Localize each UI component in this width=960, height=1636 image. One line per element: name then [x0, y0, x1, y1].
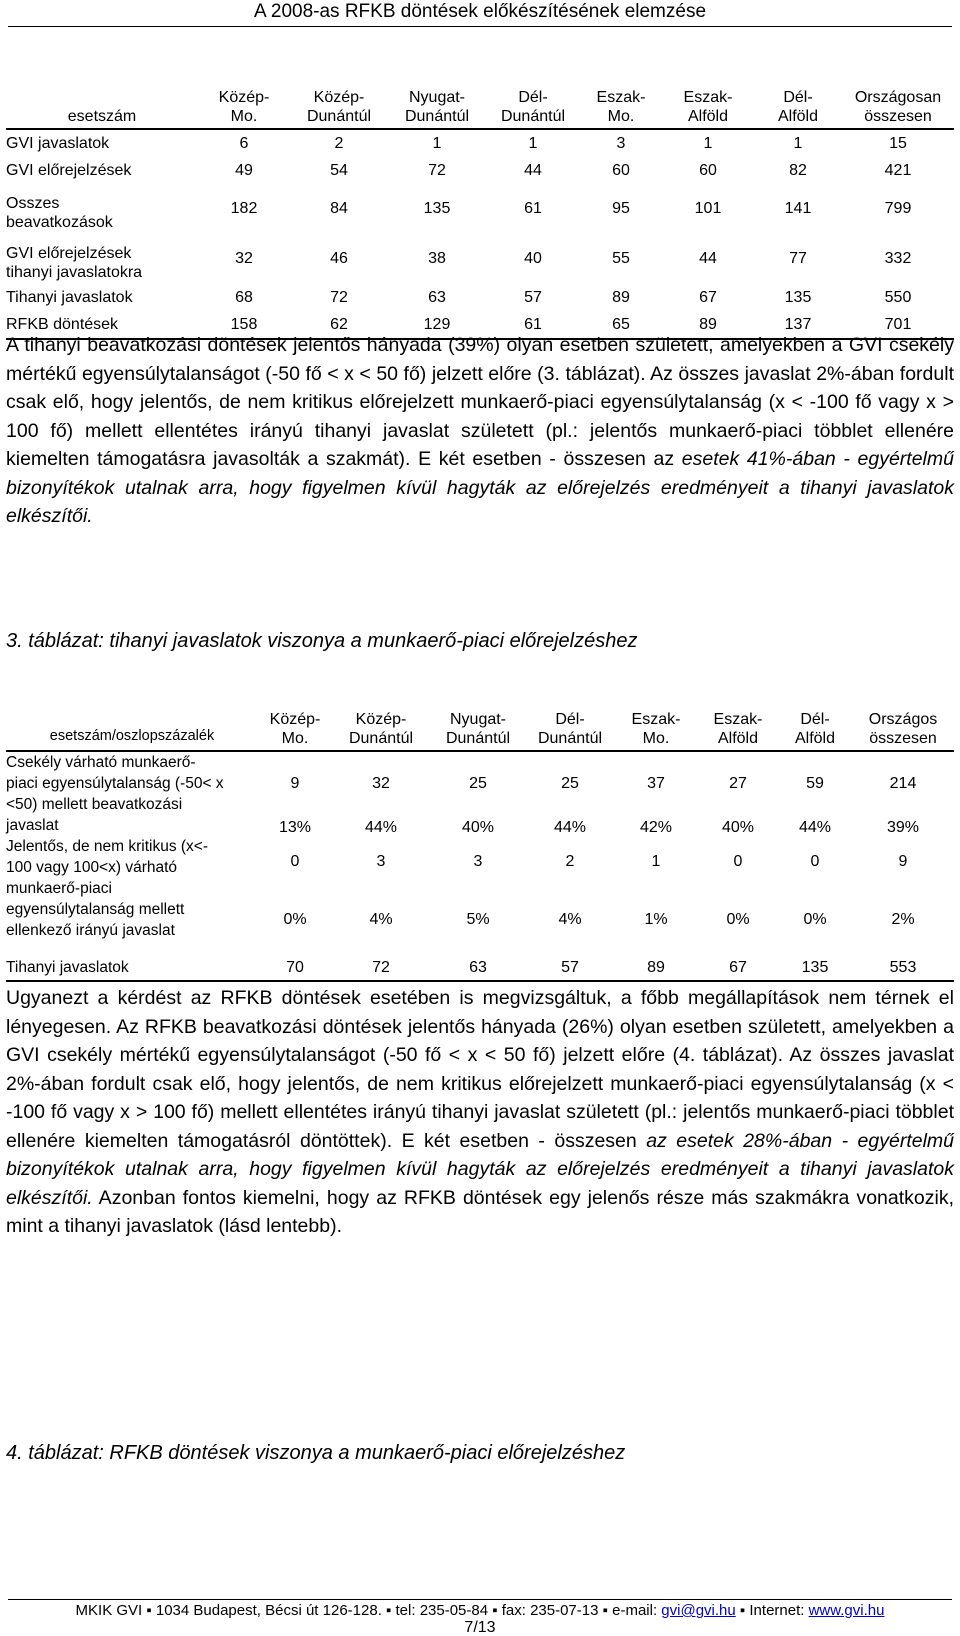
count-value: 3: [376, 853, 386, 870]
table-cell: 1: [432, 135, 442, 152]
tihanyi-forecast-table: [6, 698, 954, 982]
table-cell: 129: [388, 311, 486, 339]
count-value: 214: [889, 775, 917, 792]
table-cell: 550: [884, 289, 912, 306]
column-header: Eszak- Alföld: [662, 80, 754, 129]
column-header: Közép- Mo.: [258, 698, 332, 751]
table-cell: 65: [580, 311, 662, 339]
percent-value: 13%: [278, 819, 312, 836]
table-cell: [852, 751, 954, 836]
table-cell: [698, 836, 778, 954]
column-header: Közép- Mo.: [198, 80, 290, 129]
table-cell: [332, 836, 430, 954]
count-percent-pair: [614, 752, 698, 836]
table-cell: [778, 836, 852, 954]
count-value: 1: [651, 853, 661, 870]
table-cell: 49: [235, 162, 253, 179]
table-cell: 553: [852, 954, 954, 981]
table4-caption: 4. táblázat: RFKB döntések viszonya a munkaerő-piaci előrejelzéshez: [6, 1442, 626, 1464]
count-value: 2: [565, 853, 575, 870]
table-cell: 46: [330, 249, 348, 267]
count-percent-pair: [430, 752, 526, 836]
row-label: GVI előrejelzések tihanyi javaslatokra: [6, 245, 143, 281]
paragraph-rfkb: [6, 984, 954, 1241]
footer-rule: [8, 1599, 952, 1600]
table-cell: 72: [330, 289, 348, 306]
count-value: 9: [290, 775, 300, 792]
percent-value: 40%: [721, 819, 755, 836]
table-cell: 135: [784, 289, 812, 306]
table-cell: 141: [784, 199, 812, 217]
percent-value: 0%: [803, 911, 827, 928]
table-cell: 101: [694, 199, 722, 217]
table-cell: 421: [884, 162, 912, 179]
table-cell: [526, 836, 614, 954]
count-value: 27: [729, 775, 747, 792]
table-cell: [430, 836, 526, 954]
table-cell: [698, 751, 778, 836]
page-number: 7/13: [464, 1619, 496, 1636]
paragraph-italic: az esetek 28%-ában - egyértelmű bizonyítékok utalnak arra, hogy figyelmen kívül hagyták az előrejelzés eredményeit a tihanyi javaslatok elkészítői.: [6, 1129, 955, 1209]
count-percent-pair: [698, 836, 778, 954]
percent-value: 44%: [798, 819, 832, 836]
table-cell: 54: [330, 162, 348, 179]
regional-summary-table: [6, 80, 954, 340]
table-cell: 84: [330, 199, 348, 217]
count-value: 9: [898, 853, 908, 870]
table-cell: 72: [428, 162, 446, 179]
table-cell: 332: [884, 249, 912, 267]
table-cell: 60: [699, 162, 717, 179]
table-cell: 1: [793, 135, 803, 152]
table-header-row: [6, 80, 954, 129]
table-cell: [852, 836, 954, 954]
count-percent-pair: [332, 752, 430, 836]
table-cell: 1: [528, 135, 538, 152]
table-cell: 32: [235, 249, 253, 267]
count-value: 25: [469, 775, 487, 792]
table-cell: 182: [230, 199, 258, 217]
column-header-label: esetszám/oszlopszázalék: [6, 698, 258, 751]
table-cell: 44: [699, 249, 717, 267]
table-header-row: [6, 698, 954, 751]
count-value: 25: [561, 775, 579, 792]
count-percent-pair: [258, 836, 332, 954]
website-link[interactable]: www.gvi.hu: [808, 1602, 885, 1619]
table-cell: 135: [423, 199, 451, 217]
table-row: [6, 751, 954, 836]
table-cell: 67: [698, 954, 778, 981]
table-cell: 2: [334, 135, 344, 152]
footer: [0, 1602, 960, 1620]
count-value: 0: [290, 853, 300, 870]
running-header: A 2008-as RFKB döntések előkészítésének elemzése: [253, 1, 707, 22]
table-cell: 63: [428, 289, 446, 306]
row-label: Osszes beavatkozások: [6, 195, 113, 231]
table-cell: 55: [612, 249, 630, 267]
count-percent-pair: [852, 752, 954, 836]
percent-value: 39%: [886, 819, 920, 836]
table-cell: [526, 751, 614, 836]
table-cell: [614, 836, 698, 954]
header-rule: [8, 26, 952, 27]
table-cell: 70: [258, 954, 332, 981]
table3-caption: 3. táblázat: tihanyi javaslatok viszonya a munkaerő-piaci előrejelzéshez: [6, 630, 638, 652]
row-label: GVI előrejelzések: [6, 162, 132, 179]
table-cell: 67: [699, 289, 717, 306]
table-cell: 799: [884, 199, 912, 217]
percent-value: 0%: [283, 911, 307, 928]
column-header: Eszak- Mo.: [614, 698, 698, 751]
percent-value: 2%: [891, 911, 915, 928]
column-header: Nyugat- Dunántúl: [388, 80, 486, 129]
table-cell: 62: [290, 311, 388, 339]
table-cell: [430, 751, 526, 836]
percent-value: 4%: [369, 911, 393, 928]
table-cell: 61: [524, 199, 542, 217]
count-value: 0: [810, 853, 820, 870]
count-percent-pair: [852, 836, 954, 954]
paragraph-tihanyi: [6, 331, 954, 531]
table-cell: [614, 751, 698, 836]
table-cell: 57: [524, 289, 542, 306]
column-header: Közép- Dunántúl: [332, 698, 430, 751]
table-cell: 89: [662, 311, 754, 339]
count-value: 32: [372, 775, 390, 792]
table-row: [6, 284, 954, 311]
column-header: Dél- Alföld: [778, 698, 852, 751]
table-cell: 61: [486, 311, 580, 339]
count-value: 3: [473, 853, 483, 870]
email-link[interactable]: gvi@gvi.hu: [661, 1602, 736, 1619]
table-cell: 3: [616, 135, 626, 152]
count-value: 59: [806, 775, 824, 792]
table-cell: [258, 751, 332, 836]
row-label: RFKB döntések: [6, 311, 198, 339]
table-row: [6, 184, 954, 234]
count-percent-pair: [430, 836, 526, 954]
table-cell: 701: [842, 311, 954, 339]
table-cell: 44: [524, 162, 542, 179]
table-cell: 137: [754, 311, 842, 339]
percent-value: 0%: [726, 911, 750, 928]
count-percent-pair: [778, 836, 852, 954]
column-header: Dél- Dunántúl: [486, 80, 580, 129]
table-row: [6, 157, 954, 184]
paragraph-text: Ugyanezt a kérdést az RFKB döntések esetében is megvizsgáltuk, a főbb megállapítások nem térnek el lényegesen. Az RFKB beavatkozási döntések jelentős hányada (26%) olyan esetben született, amelyekben a GVI csekély mértékű egyensúlytalanságot (-50 fő < x < 50 fő) jelzett előre (4. táblázat). Az összes javaslat 2%-ában fordult csak elő, hogy jelentős, de nem kritikus előrejelzett munkaerő-piaci egyensúlytalanság (x < -100 fő vagy x > 100 fő) mellett ellentétes irányú tihanyi javaslat született (pl.: jelentős munkaerő-piaci többlet ellenére kiemelten támogatásról döntöttek). E két esetben - összesen: [6, 987, 954, 1152]
count-percent-pair: [526, 752, 614, 836]
row-label: GVI javaslatok: [6, 135, 110, 152]
column-header: Dél- Dunántúl: [526, 698, 614, 751]
table-cell: 68: [235, 289, 253, 306]
table-cell: 1: [703, 135, 713, 152]
table-cell: 158: [198, 311, 290, 339]
table-cell: 15: [889, 135, 907, 152]
row-label: Tihanyi javaslatok: [6, 289, 133, 306]
count-percent-pair: [526, 836, 614, 954]
footer-contact: MKIK GVI ▪ 1034 Budapest, Bécsi út 126-128. ▪ tel: 235-05-84 ▪ fax: 235-07-13 ▪ e-mail:: [75, 1602, 662, 1619]
table-row: [6, 129, 954, 157]
column-header: Dél- Alföld: [754, 80, 842, 129]
table-cell: 89: [614, 954, 698, 981]
count-percent-pair: [332, 836, 430, 954]
count-percent-pair: [698, 752, 778, 836]
percent-value: 40%: [461, 819, 495, 836]
column-header: Országos összesen: [852, 698, 954, 751]
paragraph-italic: esetek 41%-ában - egyértelmű bizonyítékok utalnak arra, hogy figyelmen kívül hagyták az előrejelzés eredményeit a tihanyi javaslatok elkészítői.: [6, 448, 954, 527]
percent-value: 44%: [364, 819, 398, 836]
percent-value: 4%: [558, 911, 582, 928]
percent-value: 44%: [553, 819, 587, 836]
table-cell: 89: [612, 289, 630, 306]
table-cell: 63: [430, 954, 526, 981]
table-cell: [778, 751, 852, 836]
count-percent-pair: [614, 836, 698, 954]
table-cell: 40: [524, 249, 542, 267]
table-cell: 6: [239, 135, 249, 152]
paragraph-text: Azonban fontos kiemelni, hogy az RFKB döntések egy jelenős része más szakmákra vonatkozik, mint a tihanyi javaslatok (lásd lentebb).: [6, 1186, 954, 1237]
count-value: 0: [733, 853, 743, 870]
table-cell: 60: [612, 162, 630, 179]
table-cell: [332, 751, 430, 836]
percent-value: 5%: [466, 911, 490, 928]
row-label: Jelentős, de nem kritikus (x<- 100 vagy 100<x) várható munkaerő-piaci egyensúlytalanság mellett ellenkező irányú javaslat: [6, 838, 209, 939]
column-header: Közép- Dunántúl: [290, 80, 388, 129]
column-header-label: esetszám: [6, 80, 198, 129]
table-cell: [258, 836, 332, 954]
table-cell: 77: [789, 249, 807, 267]
count-value: 37: [647, 775, 665, 792]
table-row: [6, 836, 954, 954]
count-percent-pair: [258, 752, 332, 836]
row-label: Csekély várható munkaerő- piaci egyensúlytalanság (-50< x <50) mellett beavatkozási javaslat: [6, 754, 224, 834]
column-header: Eszak- Alföld: [698, 698, 778, 751]
table-cell: 95: [612, 199, 630, 217]
table-cell: 57: [526, 954, 614, 981]
row-label: Tihanyi javaslatok: [6, 954, 258, 981]
table-row: [6, 954, 954, 981]
percent-value: 42%: [639, 819, 673, 836]
table-row: [6, 234, 954, 284]
column-header: Eszak- Mo.: [580, 80, 662, 129]
table-cell: 135: [778, 954, 852, 981]
table-cell: 38: [428, 249, 446, 267]
column-header: Nyugat- Dunántúl: [430, 698, 526, 751]
percent-value: 1%: [644, 911, 668, 928]
table-cell: 82: [789, 162, 807, 179]
count-percent-pair: [778, 752, 852, 836]
table-cell: 72: [332, 954, 430, 981]
column-header: Országosan összesen: [842, 80, 954, 129]
paragraph-text: A tihanyi beavatkozási döntések jelentős hányada (39%) olyan esetben született, amelyekben a GVI csekély mértékű egyensúlytalanságot (-50 fő < x < 50 fő) jelzett előre (3. táblázat). Az összes javaslat 2%-ában fordult csak elő, hogy jelentős, de nem kritikus előrejelzett munkaerő-piaci egyensúlytalanság (x < -100 fő vagy x > 100 fő) mellett ellentétes irányú tihanyi javaslat született (pl.: jelentős munkaerő-piaci többlet ellenére kiemelten támogatásra javasolták a szakmát). E két esetben - összesen az: [6, 334, 954, 470]
footer-internet: ▪ Internet:: [735, 1602, 809, 1619]
